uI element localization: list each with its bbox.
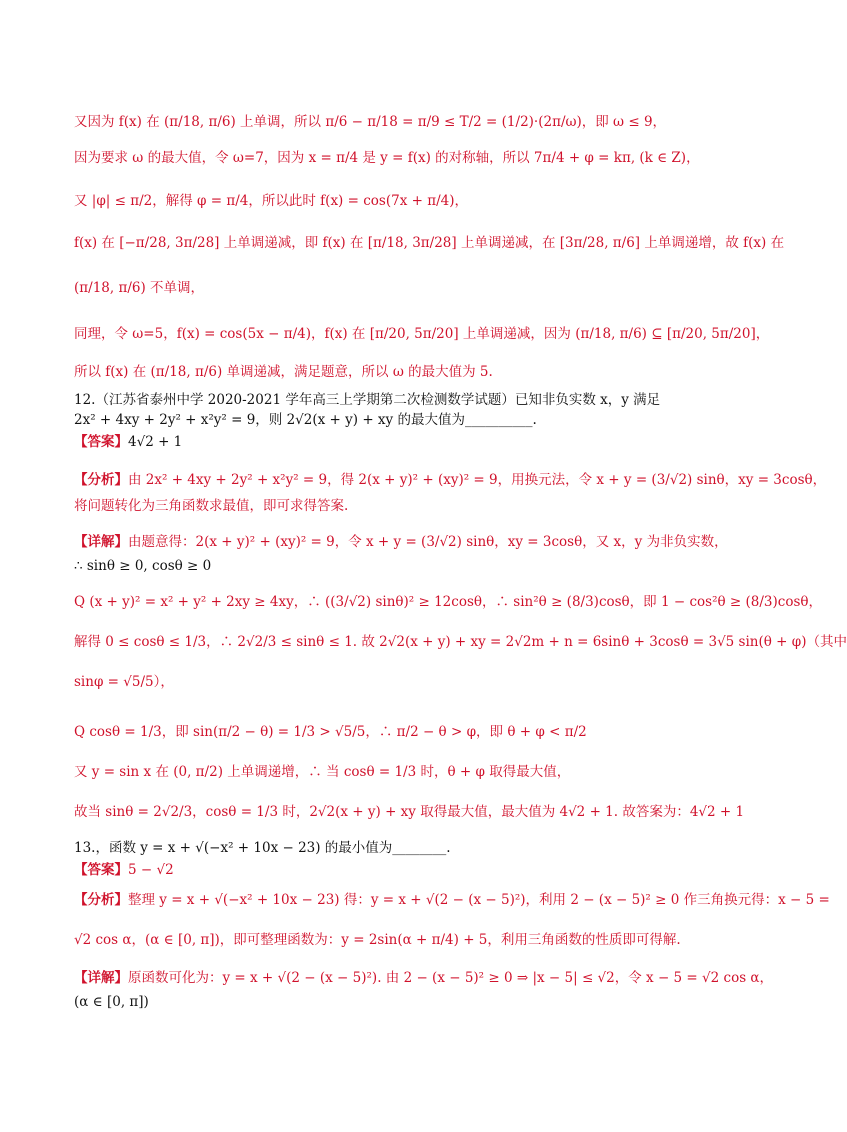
detail-row — [74, 968, 774, 988]
answer-value: 5 − √2 — [128, 862, 174, 878]
text-line: f(x) 在 [−π/28, 3π/28] 上单调递减，即 f(x) 在 [π/18, 3π/28] 上单调递减，在 [3π/28, π/6] 上单调递增，故 f(x) 在 — [74, 235, 785, 251]
detail-row — [74, 532, 734, 552]
analysis-text: 由 2x² + 4xy + 2y² + x²y² = 9，得 2(x + y)² + (xy)² = 9，用换元法，令 x + y = (3/√2) sinθ，xy = 3cosθ， — [128, 472, 827, 488]
text-line: (π/18, π/6) 不单调， — [74, 280, 205, 296]
text-line: 故当 sinθ = 2√2/3，cosθ = 1/3 时，2√2(x + y) + xy 取得最大值，最大值为 4√2 + 1. 故答案为：4√2 + 1 — [74, 804, 745, 820]
text-line: 又 y = sin x 在 (0, π/2) 上单调递增，∴ 当 cosθ = 1/3 时，θ + φ 取得最大值， — [74, 764, 571, 780]
text-line: ∴ sinθ ≥ 0, cosθ ≥ 0 — [74, 558, 212, 574]
text-line: Q cosθ = 1/3，即 sin(π/2 − θ) = 1/3 > √5/5，∴ π/2 − θ > φ，即 θ + φ < π/2 — [74, 724, 587, 740]
detail-text: 原函数可化为：y = x + √(2 − (x − 5)²). 由 2 − (x − 5)² ≥ 0 ⇒ |x − 5| ≤ √2，令 x − 5 = √2 cos α， — [128, 970, 774, 986]
text-line: 解得 0 ≤ cosθ ≤ 1/3，∴ 2√2/3 ≤ sinθ ≤ 1. 故 2√2(x + y) + xy = 2√2m + n = 6sinθ + 3cosθ = 3√5 sin(θ + φ)（其中 — [74, 634, 847, 650]
text-line: √2 cos α，(α ∈ [0, π])，即可整理函数为：y = 2sin(α + π/4) + 5，利用三角函数的性质即可得解. — [74, 932, 681, 948]
analysis-tag: 【分析】 — [74, 472, 128, 488]
detail-tag: 【详解】 — [74, 534, 128, 550]
text-line: Q (x + y)² = x² + y² + 2xy ≥ 4xy，∴ ((3/√2) sinθ)² ≥ 12cosθ，∴ sin²θ ≥ (8/3)cosθ，即 1 − cos²θ ≥ (8/3)cosθ， — [74, 594, 823, 610]
answer-row — [74, 860, 734, 880]
text-line: 又因为 f(x) 在 (π/18, π/6) 上单调，所以 π/6 − π/18 = π/9 ≤ T/2 = (1/2)·(2π/ω)，即 ω ≤ 9， — [74, 114, 667, 130]
question-13: 13.，函数 y = x + √(−x² + 10x − 23) 的最小值为________. — [74, 840, 451, 856]
answer-value: 4√2 + 1 — [128, 434, 183, 450]
text-line: 又 |φ| ≤ π/2，解得 φ = π/4，所以此时 f(x) = cos(7x + π/4)， — [74, 193, 468, 209]
detail-text: 由题意得：2(x + y)² + (xy)² = 9，令 x + y = (3/√2) sinθ，xy = 3cosθ，又 x，y 为非负实数， — [128, 534, 728, 550]
text-line: sinφ = √5/5）， — [74, 674, 174, 690]
analysis-row — [74, 470, 827, 490]
question-12-equation: 2x² + 4xy + 2y² + x²y² = 9，则 2√2(x + y) + xy 的最大值为__________. — [74, 412, 537, 428]
text-line: 同理，令 ω=5，f(x) = cos(5x − π/4)，f(x) 在 [π/20, 5π/20] 上单调递减，因为 (π/18, π/6) ⊆ [π/20, 5π/20]， — [74, 326, 770, 342]
answer-tag: 【答案】 — [74, 434, 128, 450]
text-line: 将问题转化为三角函数求最值，即可求得答案. — [74, 498, 349, 514]
analysis-row — [74, 890, 830, 910]
answer-tag: 【答案】 — [74, 862, 128, 878]
text-line: 因为要求 ω 的最大值，令 ω=7，因为 x = π/4 是 y = f(x) 的对称轴，所以 7π/4 + φ = kπ, (k ∈ Z)， — [74, 150, 700, 166]
detail-tag: 【详解】 — [74, 970, 128, 986]
analysis-text: 整理 y = x + √(−x² + 10x − 23) 得：y = x + √(2 − (x − 5)²)，利用 2 − (x − 5)² ≥ 0 作三角换元得：x − 5 = — [128, 892, 830, 908]
analysis-tag: 【分析】 — [74, 892, 128, 908]
text-line: (α ∈ [0, π]) — [74, 994, 149, 1010]
text-line: 所以 f(x) 在 (π/18, π/6) 单调递减，满足题意，所以 ω 的最大值为 5. — [74, 364, 493, 380]
question-12: 12.（江苏省泰州中学 2020-2021 学年高三上学期第二次检测数学试题）已知非负实数 x，y 满足 — [74, 392, 661, 408]
answer-row — [74, 432, 734, 452]
